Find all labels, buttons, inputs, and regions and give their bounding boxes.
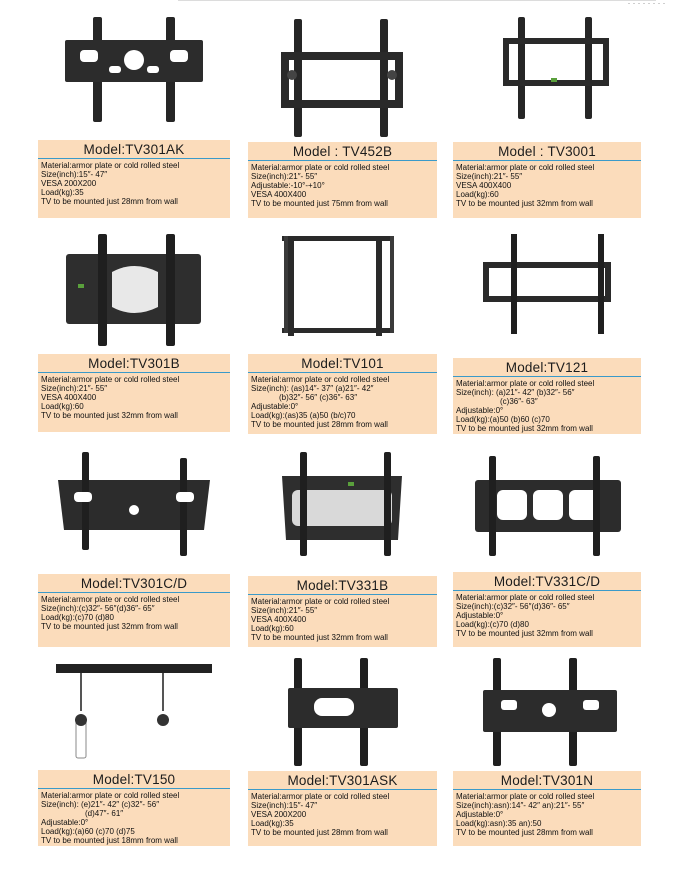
spec-line: Adjustable:0° — [456, 611, 504, 621]
spec-line: Load(kg):(a)50 (b)60 (c)70 — [456, 415, 550, 425]
spec-line: (c)36″- 63″ — [500, 397, 538, 407]
model-title: Model:TV121 — [453, 360, 641, 377]
model-title: Model:TV301N — [453, 773, 641, 790]
flat-mount-icon — [453, 654, 641, 771]
model-title: Model:TV301B — [38, 356, 230, 373]
spec-line: Size(inch): (a)21″- 42″ (b)32″- 56″ — [456, 388, 575, 398]
flat-mount-icon — [38, 0, 230, 140]
spec-line: Load(kg):(c)70 (d)80 — [456, 620, 529, 630]
product-card-tv452b — [248, 0, 437, 218]
product-card-tv301ak — [38, 0, 230, 218]
product-card-tv3001 — [453, 0, 641, 218]
product-card-tv331b — [248, 440, 437, 647]
spec-line: (d)47″- 61″ — [85, 809, 124, 819]
model-title: Model:TV150 — [38, 772, 230, 789]
spec-line: Size(inch):asn):14″- 42″ an):21″- 55″ — [456, 801, 585, 811]
spec-line: TV to be mounted just 75mm from wall — [251, 199, 388, 209]
spec-line: Material:armor plate or cold rolled steel — [251, 163, 390, 172]
spec-line: Material:armor plate or cold rolled steel — [41, 161, 180, 170]
flat-mount-icon — [38, 440, 230, 576]
spec-line: Load(kg):35 — [251, 819, 294, 829]
model-title: Model:TV331C/D — [453, 574, 641, 591]
spec-line: Load(kg):(a)60 (c)70 (d)75 — [41, 827, 135, 837]
spec-line: TV to be mounted just 32mm from wall — [251, 633, 388, 643]
spec-line: Load(kg):60 — [456, 190, 499, 200]
spec-line: TV to be mounted just 28mm from wall — [251, 420, 388, 430]
flat-mount-icon — [453, 440, 641, 576]
spec-line: Size(inch):21″- 55″ — [456, 172, 523, 182]
spec-line: VESA 400X400 — [251, 190, 307, 200]
spec-line: Adjustable:0° — [456, 406, 504, 416]
spec-line: Adjustable:-10°-+10° — [251, 181, 325, 191]
spec-line: Load(kg):(c)70 (d)80 — [41, 613, 114, 623]
product-card-tv301b — [38, 222, 230, 432]
spec-line: Load(kg):asn):35 an):50 — [456, 819, 542, 829]
spec-line: Load(kg):60 — [41, 402, 84, 412]
spec-line: TV to be mounted just 32mm from wall — [456, 424, 593, 434]
product-card-tv301ask — [248, 654, 437, 846]
spec-line: VESA 400X400 — [251, 615, 307, 625]
spec-line: Load(kg):35 — [41, 188, 84, 198]
spec-line: Size(inch): (e)21″- 42″ (c)32″- 56″ — [41, 800, 160, 810]
spec-line: VESA 400X400 — [41, 393, 97, 403]
spec-line: Size(inch):(c)32″- 56″(d)36″- 65″ — [41, 604, 155, 614]
spec-line: TV to be mounted just 18mm from wall — [41, 836, 178, 846]
spec-line: VESA 200X200 — [251, 810, 307, 820]
spec-line: Material:armor plate or cold rolled steel — [456, 163, 595, 172]
spec-line: TV to be mounted just 28mm from wall — [251, 828, 388, 838]
spec-line: Adjustable:0° — [251, 402, 299, 412]
spec-line: Material:armor plate or cold rolled steel — [456, 792, 595, 801]
spec-line: Adjustable:0° — [41, 818, 89, 828]
spec-line: Material:armor plate or cold rolled steel — [456, 379, 595, 388]
product-card-tv150 — [38, 654, 230, 846]
spec-line: TV to be mounted just 32mm from wall — [456, 199, 593, 209]
spec-line: TV to be mounted just 32mm from wall — [456, 629, 593, 639]
spec-line: Material:armor plate or cold rolled steel — [456, 593, 595, 602]
spec-line: VESA 200X200 — [41, 179, 97, 189]
product-card-tv121 — [453, 222, 641, 434]
model-title: Model:TV101 — [248, 356, 437, 373]
spec-line: Size(inch):15″- 47″ — [41, 170, 108, 180]
product-card-tv301cd — [38, 440, 230, 647]
model-title: Model : TV3001 — [453, 144, 641, 161]
spec-line: Size(inch):21″- 55″ — [251, 606, 318, 616]
flat-mount-icon — [248, 440, 437, 576]
flat-mount-icon — [453, 0, 641, 142]
flat-mount-icon — [38, 222, 230, 360]
flat-mount-icon — [248, 222, 437, 354]
product-card-tv301n — [453, 654, 641, 846]
spec-line: Material:armor plate or cold rolled steel — [251, 597, 390, 606]
spec-line: Material:armor plate or cold rolled steel — [251, 792, 390, 801]
spec-line: TV to be mounted just 32mm from wall — [41, 411, 178, 421]
model-title: Model : TV452B — [248, 144, 437, 161]
spec-line: Material:armor plate or cold rolled steel — [41, 595, 180, 604]
spec-line: Material:armor plate or cold rolled steel — [251, 375, 390, 384]
spec-line: TV to be mounted just 28mm from wall — [41, 197, 178, 207]
model-title: Model:TV301ASK — [248, 773, 437, 790]
model-title: Model:TV301C/D — [38, 576, 230, 593]
product-card-tv101 — [248, 222, 437, 434]
spec-line: Size(inch):15″- 47″ — [251, 801, 318, 811]
spec-line: Adjustable:0° — [456, 810, 504, 820]
flat-mount-icon — [248, 654, 437, 771]
spec-line: Material:armor plate or cold rolled steel — [41, 791, 180, 800]
product-card-tv331cd — [453, 440, 641, 647]
model-title: Model:TV331B — [248, 578, 437, 595]
spec-line: Size(inch):21″- 55″ — [251, 172, 318, 182]
spec-line: Load(kg):60 — [251, 624, 294, 634]
spec-line: Material:armor plate or cold rolled steel — [41, 375, 180, 384]
slim-mount-icon — [38, 654, 230, 770]
spec-line: Size(inch): (as)14″- 37″ (a)21″- 42″ — [251, 384, 374, 394]
spec-line: TV to be mounted just 32mm from wall — [41, 622, 178, 632]
spec-line: (b)32″- 56″ (c)36″- 63″ — [279, 393, 358, 403]
spec-line: Load(kg):(as)35 (a)50 (b/c)70 — [251, 411, 356, 421]
spec-line: VESA 400X400 — [456, 181, 512, 191]
tilt-mount-icon — [248, 0, 437, 142]
spec-line: Size(inch):(c)32″- 56″(d)36″- 65″ — [456, 602, 570, 612]
model-title: Model:TV301AK — [38, 142, 230, 159]
flat-mount-icon — [453, 222, 641, 358]
spec-line: Size(inch):21″- 55″ — [41, 384, 108, 394]
spec-line: TV to be mounted just 28mm from wall — [456, 828, 593, 838]
